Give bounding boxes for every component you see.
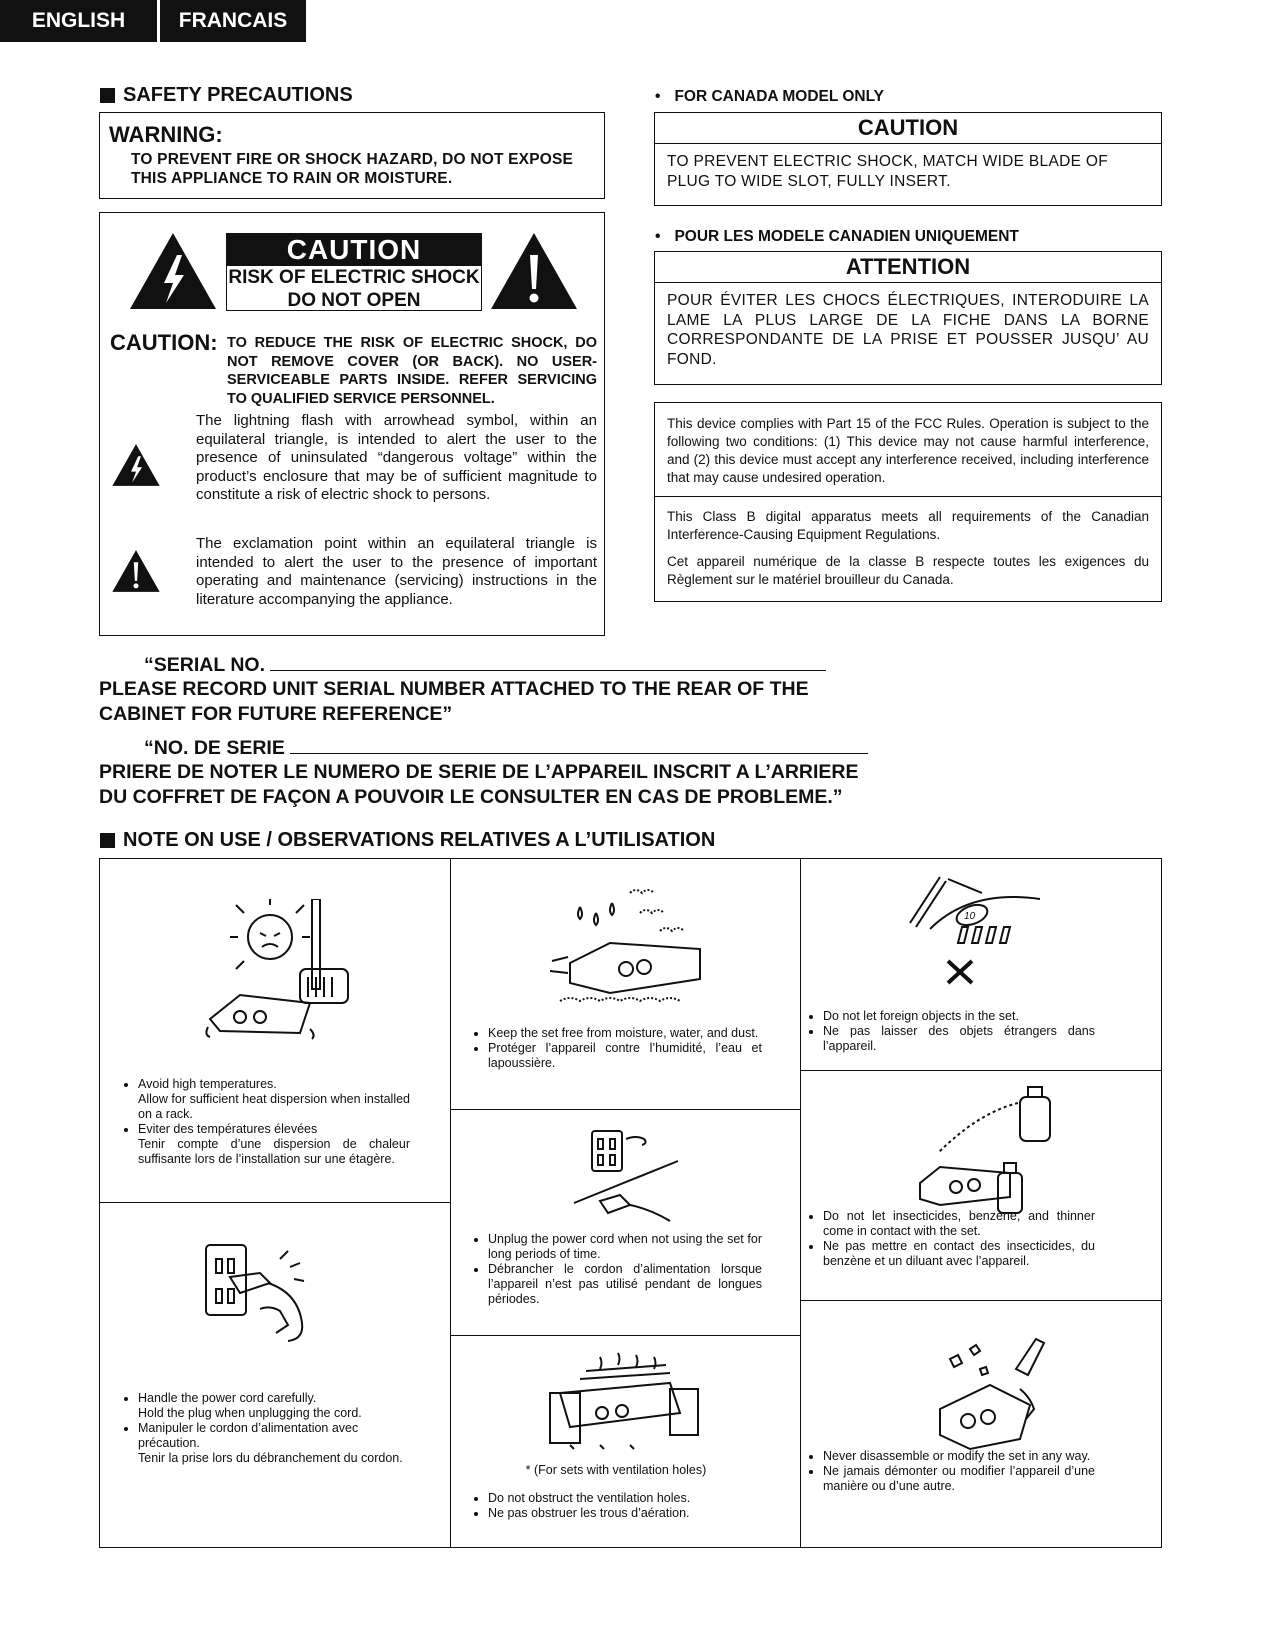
note-heat-b2c: Tenir compte d’une dispersion de chaleur suffisante lors de l’installation sur une étagère. <box>138 1137 410 1166</box>
canada-caution-box <box>654 112 1162 206</box>
caution-sub-1: RISK OF ELECTRIC SHOCK <box>228 267 480 288</box>
exclamation-description: The exclamation point within an equilateral triangle is intended to alert the user to the presence of important operating and maintenance (servicing) instructions in the literature accompanying the appliance. <box>196 535 597 608</box>
safety-title-text: SAFETY PRECAUTIONS <box>123 84 353 106</box>
tab-francais[interactable]: FRANCAIS <box>160 0 306 42</box>
note-chem-b2: • Ne pas mettre en contact des insecticides, du benzène et un diluant avec l’appareil. <box>823 1239 1095 1269</box>
note-cord-b1c: Hold the plug when unplugging the cord. <box>138 1406 362 1420</box>
blocked-ventilation-illustration-icon <box>540 1349 710 1459</box>
note-title-text: NOTE ON USE / OBSERVATIONS RELATIVES A L’UTILISATION <box>123 829 716 851</box>
serial-label-row <box>144 652 826 677</box>
caution-sub-2: DO NOT OPEN <box>287 290 421 311</box>
canada-en-heading-text: FOR CANADA MODEL ONLY <box>674 88 884 105</box>
note-moisture-b1: • Keep the set free from moisture, water, and dust. <box>488 1026 762 1041</box>
canada-fr-heading-text: POUR LES MODELE CANADIEN UNIQUEMENT <box>674 228 1019 245</box>
note-disassemble <box>805 1449 1095 1494</box>
serial-fr-line-1: PRIERE DE NOTER LE NUMERO DE SERIE DE L’APPAREIL INSCRIT A L’ARRIERE <box>99 761 859 783</box>
serial-en-line-2: CABINET FOR FUTURE REFERENCE” <box>99 703 453 725</box>
note-heat-b1: Avoid high temperatures. <box>138 1077 277 1091</box>
fcc-box <box>654 402 1162 602</box>
canada-attention-title: ATTENTION <box>655 252 1161 283</box>
fcc-part15-text: This device complies with Part 15 of the FCC Rules. Operation is subject to the following two conditions: (1) This device may not cause harmful interference, and (2) this device must accept any interference received, including interference that may cause undesired operation. <box>667 416 1149 485</box>
warning-box <box>99 112 605 199</box>
serial-fr-line-2: DU COFFRET DE FAÇON A POUVOIR LE CONSULTER EN CAS DE PROBLEME.” <box>99 786 843 808</box>
grid-divider <box>450 1335 800 1336</box>
note-cord-b2c: Tenir la prise lors du débranchement du cordon. <box>138 1451 403 1465</box>
note-moisture <box>470 1026 762 1071</box>
square-bullet-icon <box>100 88 115 103</box>
safety-section-title <box>100 84 353 107</box>
warning-text: TO PREVENT FIRE OR SHOCK HAZARD, DO NOT EXPOSE THIS APPLIANCE TO RAIN OR MOISTURE. <box>131 151 574 187</box>
note-vent <box>470 1463 762 1521</box>
note-cord-b1: Handle the power cord carefully. <box>138 1391 317 1405</box>
grid-divider <box>800 1070 1162 1071</box>
serie-label-row <box>144 735 868 760</box>
note-unplug-b1: • Unplug the power cord when not using the set for long periods of time. <box>488 1232 762 1262</box>
caution-box <box>99 212 605 636</box>
note-foreign-b1: • Do not let foreign objects in the set. <box>823 1009 1095 1024</box>
grid-divider <box>800 859 801 1547</box>
serial-en-line-1: PLEASE RECORD UNIT SERIAL NUMBER ATTACHED TO THE REAR OF THE <box>99 678 809 700</box>
grid-divider <box>450 859 451 1547</box>
canada-caution-title: CAUTION <box>655 113 1161 144</box>
fcc-divider <box>655 496 1161 497</box>
lightning-description: The lightning flash with arrowhead symbol, within an equilateral triangle, is intended to alert the user to the presence of uninsulated “dangerous voltage” within the product’s enclosure that may be of sufficient magnitude to constitute a risk of electric shock to persons. <box>196 412 597 503</box>
fcc-classb-en: This Class B digital apparatus meets all requirements of the Canadian Interference-Causing Equipment Regulations. <box>667 509 1149 542</box>
note-heat <box>120 1077 410 1167</box>
note-chem <box>805 1209 1095 1269</box>
coin-label: 10 <box>964 911 976 922</box>
moisture-dust-illustration-icon <box>540 883 720 1013</box>
lightning-warning-icon <box>128 231 218 311</box>
foreign-objects-illustration-icon <box>900 873 1060 993</box>
serie-entry-line[interactable] <box>290 735 868 754</box>
caution-word: CAUTION: <box>110 330 218 355</box>
grid-divider <box>450 1109 800 1110</box>
disassemble-tools-illustration-icon <box>920 1329 1060 1459</box>
note-heat-b1c: Allow for sufficient heat dispersion when installed on a rack. <box>138 1092 410 1121</box>
power-plug-hand-illustration-icon <box>200 1239 320 1349</box>
note-disassemble-b1: • Never disassemble or modify the set in any way. <box>823 1449 1095 1464</box>
canada-fr-heading: • POUR LES MODELE CANADIEN UNIQUEMENT <box>655 228 1019 245</box>
canada-caution-text: TO PREVENT ELECTRIC SHOCK, MATCH WIDE BLADE OF PLUG TO WIDE SLOT, FULLY INSERT. <box>667 153 1108 190</box>
spray-chemicals-illustration-icon <box>900 1083 1070 1223</box>
note-disassemble-b2: • Ne jamais démonter ou modifier l’appareil d’une manière ou d’une autre. <box>823 1464 1095 1494</box>
exclamation-warning-icon <box>489 231 579 311</box>
canada-attention-box <box>654 251 1162 385</box>
note-heat-b2: Eviter des températures élevées <box>138 1122 318 1136</box>
serial-entry-line[interactable] <box>270 652 826 671</box>
note-vent-b1: • Do not obstruct the ventilation holes. <box>488 1491 762 1506</box>
caution-text: TO REDUCE THE RISK OF ELECTRIC SHOCK, DO NOT REMOVE COVER (OR BACK). NO USER-SERVICEABLE PARTS INSIDE. REFER SERVICING TO QUALIFIED SERVICE PERSONNEL. <box>227 335 597 407</box>
note-unplug-b2: • Débrancher le cordon d’alimentation lorsque l’appareil n’est pas utilisé pendant de longues périodes. <box>488 1262 762 1307</box>
note-foreign-b2: • Ne pas laisser des objets étrangers dans l’appareil. <box>823 1024 1095 1054</box>
square-bullet-icon <box>100 833 115 848</box>
fcc-classb-fr: Cet appareil numérique de la classe B respecte toutes les exigences du Règlement sur le matériel brouilleur du Canada. <box>667 554 1149 587</box>
note-vent-footnote: * (For sets with ventilation holes) <box>525 1463 707 1477</box>
note-cord-b2: Manipuler le cordon d’alimentation avec précaution. <box>138 1421 359 1450</box>
grid-divider <box>800 1300 1162 1301</box>
caution-label: CAUTION <box>227 234 481 266</box>
tab-english[interactable]: ENGLISH <box>0 0 160 42</box>
caution-label-panel <box>226 233 482 311</box>
note-foreign <box>805 1009 1095 1054</box>
unplugged-cord-illustration-icon <box>570 1127 680 1227</box>
note-cord <box>120 1391 410 1466</box>
sun-heat-illustration-icon <box>200 899 360 1049</box>
language-tabs <box>0 0 306 42</box>
small-lightning-icon <box>111 443 161 487</box>
canada-en-heading: • FOR CANADA MODEL ONLY <box>655 88 884 105</box>
small-exclamation-icon <box>111 549 161 593</box>
grid-divider <box>100 1202 450 1203</box>
serie-label: “NO. DE SERIE <box>144 737 285 759</box>
note-moisture-b2: • Protéger l’appareil contre l’humidité, l’eau et lapoussière. <box>488 1041 762 1071</box>
note-grid <box>99 858 1162 1548</box>
canada-attention-text: POUR ÉVITER LES CHOCS ÉLECTRIQUES, INTERODUIRE LA LAME LA PLUS LARGE DE LA FICHE DANS LA BORNE CORRESPONDANTE DE LA PRISE ET POUSSER JUSQU’ AU FOND. <box>667 292 1149 368</box>
note-vent-b2: • Ne pas obstruer les trous d’aération. <box>488 1506 762 1521</box>
serial-label: “SERIAL NO. <box>144 654 265 676</box>
note-unplug <box>470 1232 762 1307</box>
note-section-title <box>100 829 715 852</box>
note-chem-b1: • Do not let insecticides, benzene, and thinner come in contact with the set. <box>823 1209 1095 1239</box>
warning-title: WARNING: <box>109 122 223 147</box>
